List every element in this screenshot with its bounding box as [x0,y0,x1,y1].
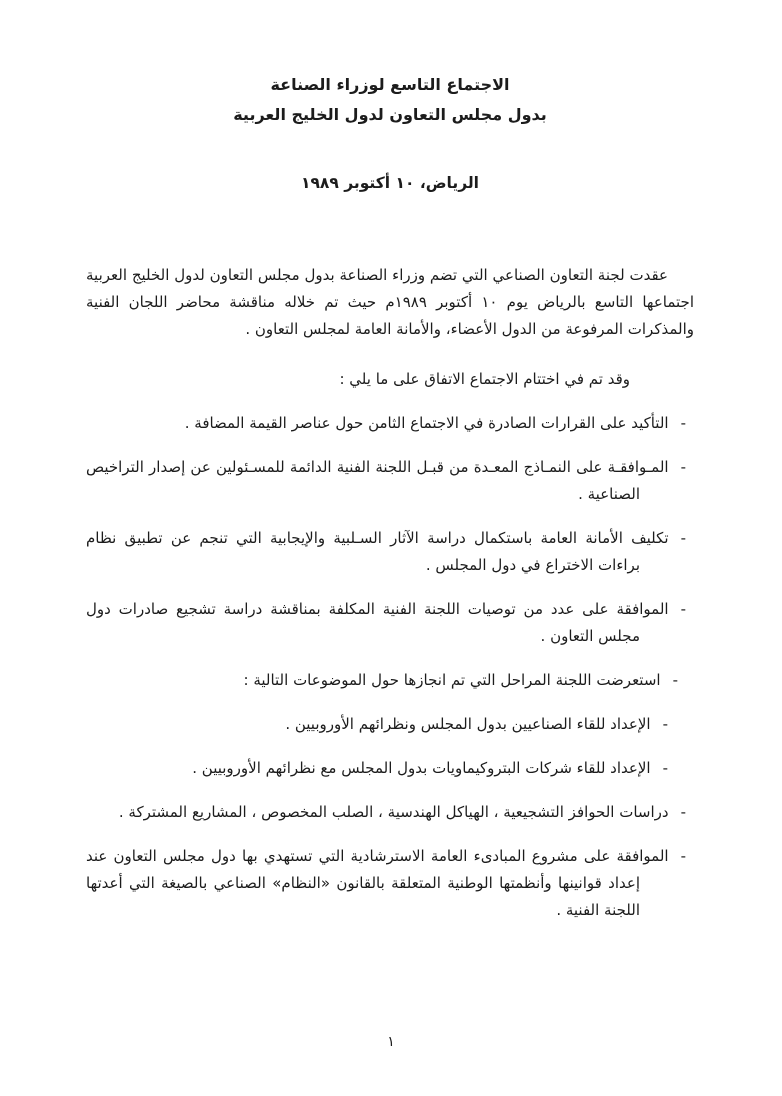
list-item-text: المـوافقـة على النمـاذج المعـدة من قبـل اللجنة الفنية الدائمة للمسـئولين عن إصدار التراخيص الصناعية . [86,458,669,503]
list-item [86,711,668,738]
list-item-text: استعرضت اللجنة المراحل التي تم انجازها حول الموضوعات التالية : [243,671,661,689]
list-item [86,667,678,694]
list-item-text: دراسات الحوافز التشجيعية ، الهياكل الهندسية ، الصلب المخصوص ، المشاريع المشتركة . [118,803,669,821]
list-item-text: الإعداد للقاء الصناعيين بدول المجلس ونظرائهم الأوروبيين . [285,715,651,733]
bullet-dash: - [680,847,686,865]
document-title-line1: الاجتماع التاسع لوزراء الصناعة [270,75,510,94]
opening-paragraph: عقدت لجنة التعاون الصناعي التي تضم وزراء الصناعة بدول مجلس التعاون لدول الخليج العربية اجتماعها التاسع بالرياض يوم ١٠ أكتوبر ١٩٨٩م حيث تم خلاله مناقشة محاضر اللجان الفنية والمذكرات المرفوعة من الدول الأعضاء، والأمانة العامة لمجلس التعاون . [86,266,694,338]
page-number: ١ [387,1034,395,1050]
bullet-dash: - [680,803,686,821]
list-item [86,596,686,650]
bullet-dash: - [680,414,686,432]
bullet-dash: - [662,715,668,733]
list-item-text: الموافقة على عدد من توصيات اللجنة الفنية المكلفة بمناقشة دراسة تشجيع صادرات دول مجلس التعاون . [86,600,669,645]
bullet-dash: - [680,600,686,618]
bullet-dash: - [680,529,686,547]
document-title-line2: بدول مجلس التعاون لدول الخليج العربية [233,105,547,124]
document-header [86,70,694,192]
list-item-text: التأكيد على القرارات الصادرة في الاجتماع الثامن حول عناصر القيمة المضافة . [184,414,669,432]
agreement-intro: وقد تم في اختتام الاجتماع الاتفاق على ما يلي : [339,370,630,388]
bullet-dash: - [680,458,686,476]
list-item [86,410,686,437]
list-item-text: تكليف الأمانة العامة باستكمال دراسة الآثار السـلبية والإيجابية التي تنجم عن تطبيق نظام براءات الاختراع في دول المجلس . [86,529,669,574]
document-content [86,0,694,924]
list-item-text: الموافقة على مشروع المبادىء العامة الاسترشادية التي تستهدي بها دول مجلس التعاون عند إعداد قوانينها وأنظمتها الوطنية المتعلقة بالقانون «النظام» الصناعي بالصيغة التي أعدتها اللجنة الفنية . [86,847,669,919]
bullet-dash: - [672,671,678,689]
document-date: الرياض، ١٠ أكتوبر ١٩٨٩ [301,174,479,192]
list-item [86,843,686,924]
agreement-list [86,410,694,924]
list-item-text: الإعداد للقاء شركات البتروكيماويات بدول المجلس مع نظرائهم الأوروبيين . [192,759,651,777]
list-item [86,525,686,579]
list-item [86,454,686,508]
list-item [86,799,686,826]
bullet-dash: - [662,759,668,777]
list-item [86,755,668,782]
